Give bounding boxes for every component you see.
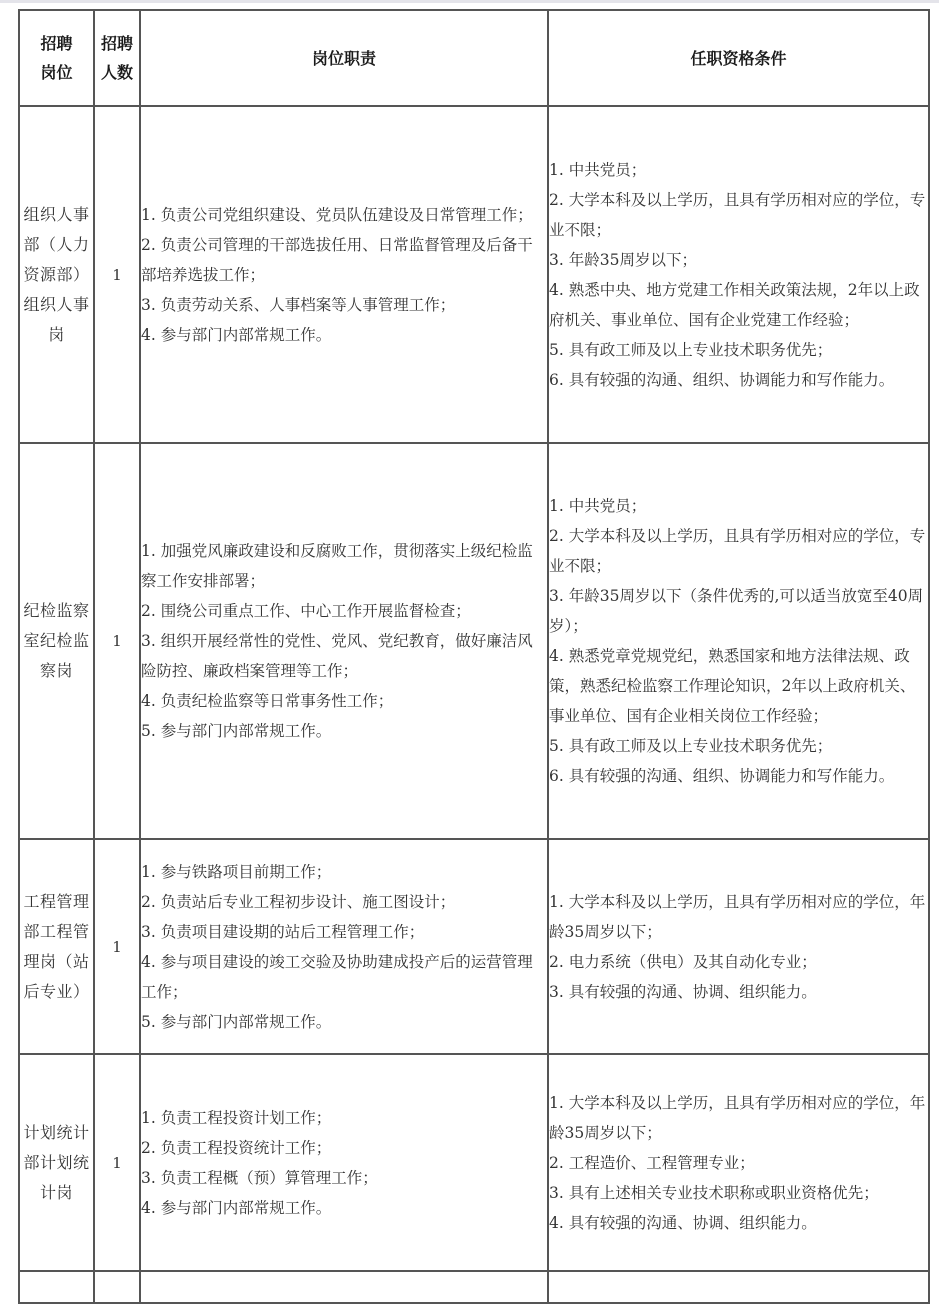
requirement-item: 4. 熟悉党章党规党纪，熟悉国家和地方法律法规、政策，熟悉纪检监察工作理论知识，2年以上政府机关、事业单位、国有企业相关岗位工作经验； <box>549 647 916 725</box>
position-cell: 纪检监察室纪检监察岗 <box>19 443 94 839</box>
requirement-item: 3. 具有上述相关专业技术职称或职业资格优先； <box>549 1183 879 1202</box>
duty-item: 4. 参与项目建设的竣工交验及协助建成投产后的运营管理工作； <box>141 952 533 1001</box>
count-cell: 1 <box>94 1054 140 1271</box>
requirement-item: 6. 具有较强的沟通、组织、协调能力和写作能力。 <box>549 370 895 389</box>
count-cell: 1 <box>94 443 140 839</box>
duty-item: 2. 负责公司管理的干部选拔任用、日常监督管理及后备干部培养选拔工作； <box>141 235 533 284</box>
table-row <box>19 1054 929 1271</box>
requirement-item: 1. 大学本科及以上学历，且具有学历相对应的学位，年龄35周岁以下； <box>549 892 926 941</box>
table-row-partial <box>19 1271 929 1303</box>
header-requirements: 任职资格条件 <box>548 10 929 106</box>
duties-cell <box>140 839 548 1054</box>
requirements-cell <box>548 1054 929 1271</box>
count-cell: 1 <box>94 106 140 443</box>
duty-item: 3. 组织开展经常性的党性、党风、党纪教育，做好廉洁风险防控、廉政档案管理等工作； <box>141 632 533 680</box>
duties-cell <box>140 106 548 443</box>
duty-item: 3. 负责工程概（预）算管理工作； <box>141 1168 378 1187</box>
requirement-item: 3. 年龄35周岁以下（条件优秀的,可以适当放宽至40周岁）； <box>549 587 924 635</box>
requirement-item: 5. 具有政工师及以上专业技术职务优先； <box>549 340 833 359</box>
requirement-item: 2. 工程造价、工程管理专业； <box>549 1153 755 1172</box>
requirement-item: 2. 大学本科及以上学历，且具有学历相对应的学位，专业不限； <box>549 527 926 575</box>
duty-item: 1. 负责公司党组织建设、党员队伍建设及日常管理工作； <box>141 205 533 224</box>
requirement-item: 4. 具有较强的沟通、协调、组织能力。 <box>549 1213 817 1232</box>
duty-item: 4. 参与部门内部常规工作。 <box>141 1198 332 1217</box>
requirement-item: 2. 电力系统（供电）及其自动化专业； <box>549 952 817 971</box>
position-cell: 组织人事部（人力资源部）组织人事岗 <box>19 106 94 443</box>
count-cell: 1 <box>94 839 140 1054</box>
header-position: 招聘 岗位 <box>19 10 94 106</box>
duty-item: 3. 负责项目建设期的站后工程管理工作； <box>141 922 425 941</box>
top-divider <box>0 0 939 3</box>
duty-item: 1. 加强党风廉政建设和反腐败工作，贯彻落实上级纪检监察工作安排部署； <box>141 542 533 590</box>
table-row <box>19 443 929 839</box>
requirements-cell <box>548 839 929 1054</box>
position-cell <box>19 1271 94 1303</box>
requirement-item: 1. 中共党员； <box>549 160 647 179</box>
duty-item: 1. 负责工程投资计划工作； <box>141 1108 332 1127</box>
requirements-cell <box>548 1271 929 1303</box>
duty-item: 5. 参与部门内部常规工作。 <box>141 722 332 740</box>
requirement-item: 4. 熟悉中央、地方党建工作相关政策法规，2年以上政府机关、事业单位、国有企业党建工作经验； <box>549 280 920 329</box>
duty-item: 4. 参与部门内部常规工作。 <box>141 325 332 344</box>
duty-item: 3. 负责劳动关系、人事档案等人事管理工作； <box>141 295 456 314</box>
duties-cell <box>140 1054 548 1271</box>
table-header-row <box>19 10 929 106</box>
requirement-item: 5. 具有政工师及以上专业技术职务优先； <box>549 737 833 755</box>
requirement-item: 3. 年龄35周岁以下； <box>549 250 697 269</box>
header-count: 招聘 人数 <box>94 10 140 106</box>
position-cell: 计划统计部计划统计岗 <box>19 1054 94 1271</box>
duty-item: 2. 负责站后专业工程初步设计、施工图设计； <box>141 892 456 911</box>
requirement-item: 2. 大学本科及以上学历，且具有学历相对应的学位，专业不限； <box>549 190 926 239</box>
duty-item: 2. 负责工程投资统计工作； <box>141 1138 332 1157</box>
requirements-cell <box>548 106 929 443</box>
duty-item: 1. 参与铁路项目前期工作； <box>141 862 332 881</box>
position-cell: 工程管理部工程管理岗（站后专业） <box>19 839 94 1054</box>
count-cell <box>94 1271 140 1303</box>
requirement-item: 1. 大学本科及以上学历，且具有学历相对应的学位，年龄35周岁以下； <box>549 1093 926 1142</box>
requirement-item: 6. 具有较强的沟通、组织、协调能力和写作能力。 <box>549 767 895 785</box>
table-row <box>19 839 929 1054</box>
recruitment-table <box>18 9 930 1304</box>
requirements-cell <box>548 443 929 839</box>
table-row <box>19 106 929 443</box>
requirement-item: 1. 中共党员； <box>549 497 647 515</box>
duty-item: 4. 负责纪检监察等日常事务性工作； <box>141 692 394 710</box>
header-duties: 岗位职责 <box>140 10 548 106</box>
requirement-item: 3. 具有较强的沟通、协调、组织能力。 <box>549 982 817 1001</box>
duties-cell <box>140 443 548 839</box>
duties-cell <box>140 1271 548 1303</box>
duty-item: 2. 围绕公司重点工作、中心工作开展监督检查； <box>141 602 471 620</box>
duty-item: 5. 参与部门内部常规工作。 <box>141 1012 332 1031</box>
